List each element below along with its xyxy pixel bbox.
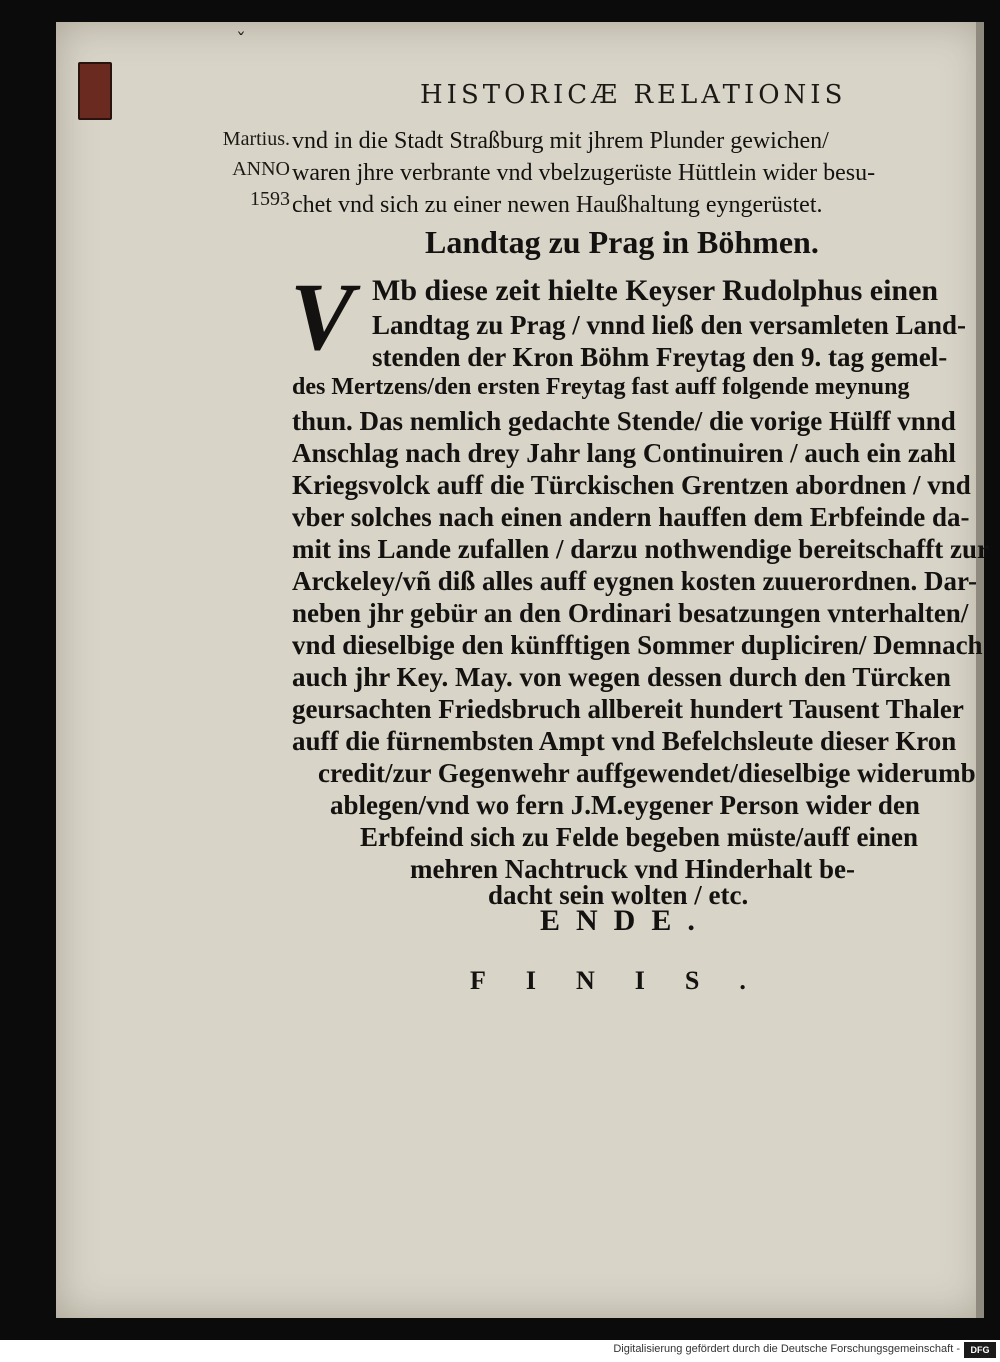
footer-bar [0, 1340, 1000, 1362]
text-line: geursachten Friedsbruch allbereit hundert Tausent Thaler [292, 694, 964, 724]
text-line: Arckeley/vñ diß alles auff eygnen kosten zuuerordnen. Dar- [292, 566, 978, 596]
text-line: Kriegsvolck auff die Türckischen Grentzen abordnen / vnd [292, 470, 971, 500]
finis-mark: FINIS. [470, 966, 786, 995]
text-line: Anschlag nach drey Jahr lang Continuiren / auch ein zahl [292, 438, 956, 468]
running-head: HISTORICÆ RELATIONIS [420, 80, 847, 110]
text-line: Landtag zu Prag / vnnd ließ den versamleten Land- [372, 310, 967, 340]
text-line: auch jhr Key. May. von wegen dessen durch den Türcken [292, 662, 951, 692]
text-line: vnd in die Stadt Straßburg mit jhrem Plunder gewichen/ [292, 128, 829, 154]
text-line: mit ins Lande zufallen / darzu nothwendige bereitschafft zur [292, 534, 989, 564]
text-line: dacht sein wolten / etc. [488, 880, 749, 910]
ende-mark: ENDE. [540, 904, 711, 937]
decorated-initial: V [290, 263, 355, 370]
page-tab-marker [78, 62, 112, 120]
text-line: des Mertzens/den ersten Freytag fast auff folgende meynung [292, 374, 910, 400]
margin-note-year: 1593 [250, 188, 290, 210]
margin-note-month: Martius. [222, 128, 290, 150]
ink-speck: ˇ [236, 28, 246, 52]
text-line: auff die fürnembsten Ampt vnd Befelchsleute dieser Kron [292, 726, 957, 756]
page-edge [976, 22, 984, 1318]
text-line: thun. Das nemlich gedachte Stende/ die vorige Hülff vnnd [292, 406, 956, 436]
text-line: Mb diese zeit hielte Keyser Rudolphus einen [372, 274, 939, 307]
text-line: chet vnd sich zu einer newen Haußhaltung eyngerüstet. [292, 192, 823, 218]
text-line: vber solches nach einen andern hauffen dem Erbfeinde da- [292, 502, 970, 532]
text-line: vnd dieselbige den künfftigen Sommer dupliciren/ Demnach [292, 630, 983, 660]
text-line: ablegen/vnd wo fern J.M.eygener Person wider den [330, 790, 920, 820]
section-title: Landtag zu Prag in Böhmen. [425, 224, 819, 260]
text-line: neben jhr gebür an den Ordinari besatzungen vnterhalten/ [292, 598, 969, 628]
dfg-logo: DFG [964, 1342, 996, 1358]
text-line: mehren Nachtruck vnd Hinderhalt be- [410, 854, 856, 884]
text-line: Erbfeind sich zu Felde begeben müste/auff einen [360, 822, 918, 852]
text-line: stenden der Kron Böhm Freytag den 9. tag gemel- [372, 342, 948, 372]
margin-note-anno: ANNO [232, 158, 290, 180]
text-line: waren jhre verbrante vnd vbelzugerüste Hüttlein wider besu- [292, 160, 876, 186]
text-line: credit/zur Gegenwehr auffgewendet/dieselbige widerumb [318, 758, 976, 788]
footer-credit: Digitalisierung gefördert durch die Deutsche Forschungsgemeinschaft - [613, 1343, 960, 1355]
